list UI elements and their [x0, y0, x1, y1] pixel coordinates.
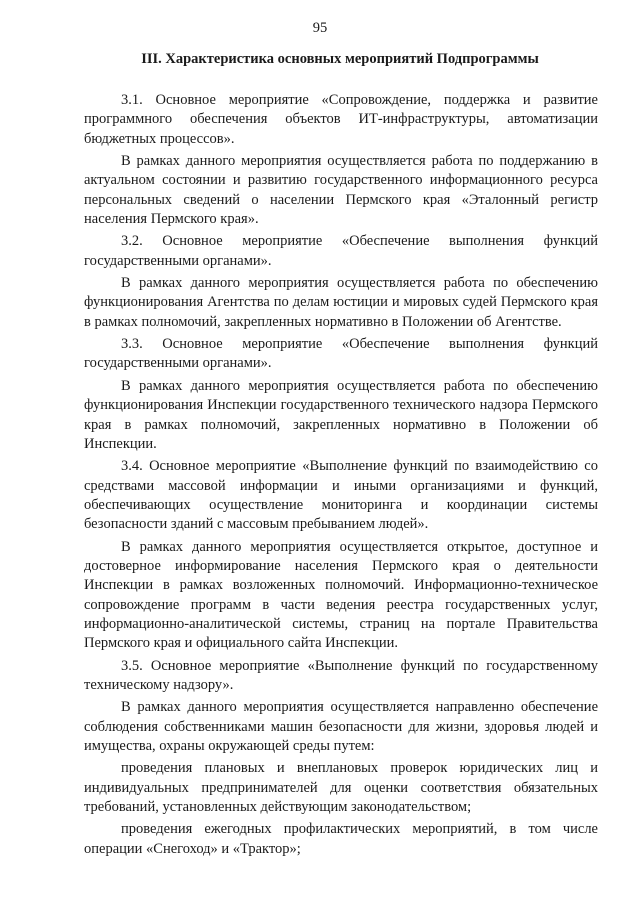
paragraph-3-3: 3.3. Основное мероприятие «Обеспечение выполнения функций государственными органами». [84, 336, 598, 372]
list-item-paragraph: проведения ежегодных профилактических мероприятий, в том числе операции «Снегоход» и «Трактор»; [84, 821, 598, 857]
section-heading: III. Характеристика основных мероприятий Подпрограммы [141, 51, 539, 67]
paragraph-3-1: 3.1. Основное мероприятие «Сопровождение, поддержка и развитие программного обеспечения объектов ИТ-инфраструктуры, автоматизации бюджетных процессов». [84, 92, 598, 147]
paragraph-3-4: 3.4. Основное мероприятие «Выполнение функций по взаимодействию со средствами массовой информации и иными организациями и функций, обеспечивающих осуществление мониторинга и координации системы безопасности зданий с массовым пребыванием людей». [84, 458, 598, 533]
paragraph: В рамках данного мероприятия осуществляется направленно обеспечение соблюдения собственниками машин безопасности для жизни, здоровья людей и имущества, охраны окружающей среды путем: [84, 699, 598, 754]
paragraph: В рамках данного мероприятия осуществляется работа по обеспечению функционирования Агентства по делам юстиции и мировых судей Пермского края в рамках полномочий, закрепленных нормативно в Положении об Агентстве. [84, 275, 598, 330]
section-body [84, 91, 598, 859]
paragraph-3-2: 3.2. Основное мероприятие «Обеспечение выполнения функций государственными органами». [84, 233, 598, 269]
paragraph: В рамках данного мероприятия осуществляется работа по поддержанию в актуальном состоянии и развитию государственного информационного ресурса персональных сведений о населении Пермского края «Эталонный регистр населения Пермского края». [84, 153, 598, 228]
paragraph-3-5: 3.5. Основное мероприятие «Выполнение функций по государственному техническому надзору». [84, 657, 598, 693]
list-item-paragraph: проведения плановых и внеплановых проверок юридических лиц и индивидуальных предпринимателей для оценки соответствия обязательных требований, установленных действующим законодательством; [84, 760, 598, 816]
page-number: 95 [312, 20, 328, 36]
paragraph: В рамках данного мероприятия осуществляется открытое, доступное и достоверное информирование населения Пермского края о деятельности Инспекции в рамках возложенных полномочий. Информационно-техническое сопровождение программ в части ведения реестра государственных услуг, информационно-аналитической системы, страниц на портале Правительства Пермского края и официального сайта Инспекции. [84, 538, 598, 652]
paragraph: В рамках данного мероприятия осуществляется работа по обеспечению функционирования Инспекции государственного технического надзора Пермского края в рамках полномочий, закрепленных нормативно в Положении об Инспекции. [84, 377, 598, 452]
